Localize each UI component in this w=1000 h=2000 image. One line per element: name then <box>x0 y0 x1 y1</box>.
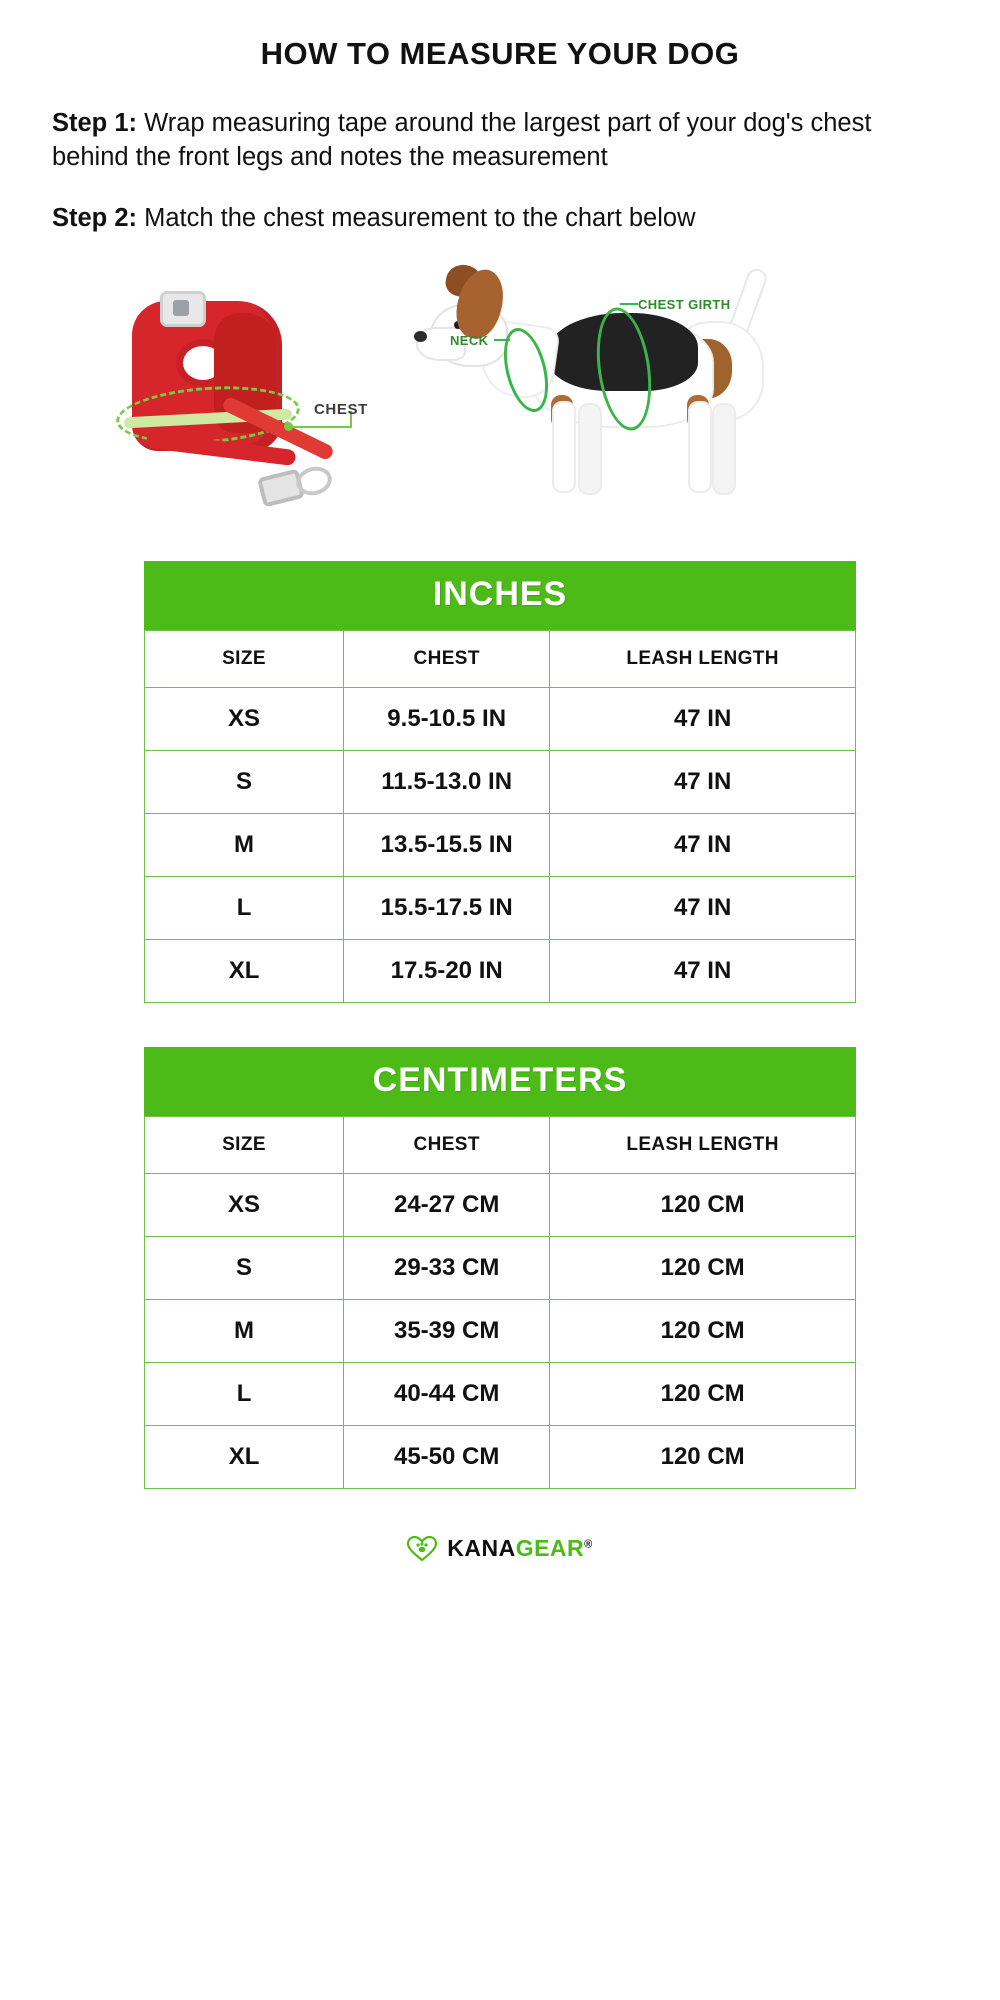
cell-chest: 15.5-17.5 IN <box>344 877 550 940</box>
cell-chest: 24-27 CM <box>344 1174 550 1237</box>
cell-leash: 47 IN <box>550 751 856 814</box>
cell-leash: 47 IN <box>550 814 856 877</box>
dog-leg-hind-near <box>688 401 712 493</box>
table-header-row <box>145 631 856 688</box>
table-row <box>145 1300 856 1363</box>
cell-size: S <box>145 751 344 814</box>
page-title: HOW TO MEASURE YOUR DOG <box>260 36 740 71</box>
cell-size: M <box>145 814 344 877</box>
harness-chest-label: CHEST <box>314 401 368 419</box>
cell-size: XL <box>145 1426 344 1489</box>
table-header-row <box>145 1117 856 1174</box>
table-row <box>145 688 856 751</box>
step-1 <box>52 106 948 175</box>
cell-size: L <box>145 1363 344 1426</box>
centimeters-table-block <box>144 1047 856 1489</box>
cell-size: XL <box>145 940 344 1003</box>
cell-chest: 13.5-15.5 IN <box>344 814 550 877</box>
table-row <box>145 1174 856 1237</box>
cell-chest: 45-50 CM <box>344 1426 550 1489</box>
brand-first: KANA <box>447 1535 516 1562</box>
neck-arrow-icon <box>494 339 510 341</box>
footer-logo <box>0 1535 1000 1562</box>
dog-illustration <box>420 261 840 551</box>
cell-leash: 120 CM <box>550 1174 856 1237</box>
inches-table-heading: INCHES <box>144 561 856 630</box>
dog-leg-front-near <box>552 401 576 493</box>
cell-chest: 17.5-20 IN <box>344 940 550 1003</box>
column-header-size: SIZE <box>145 631 344 688</box>
cell-chest: 29-33 CM <box>344 1237 550 1300</box>
brand-second: GEAR <box>515 1535 585 1562</box>
table-row <box>145 751 856 814</box>
cell-size: XS <box>145 688 344 751</box>
harness-illustration <box>110 291 400 541</box>
table-row <box>145 877 856 940</box>
cell-size: L <box>145 877 344 940</box>
cell-leash: 47 IN <box>550 688 856 751</box>
cell-chest: 9.5-10.5 IN <box>344 688 550 751</box>
dog-leg-hind-far <box>712 403 736 495</box>
steps-section <box>52 106 948 235</box>
step-1-label: Step 1: <box>52 109 138 137</box>
cell-size: S <box>145 1237 344 1300</box>
cell-size: XS <box>145 1174 344 1237</box>
illustrations-section <box>0 261 1000 561</box>
cell-chest: 40-44 CM <box>344 1363 550 1426</box>
harness-tag-icon <box>160 291 206 327</box>
column-header-leash: LEASH LENGTH <box>550 1117 856 1174</box>
inches-table <box>144 630 856 1003</box>
table-row <box>145 1237 856 1300</box>
cell-leash: 47 IN <box>550 940 856 1003</box>
column-header-size: SIZE <box>145 1117 344 1174</box>
table-row <box>145 940 856 1003</box>
heart-paw-icon <box>407 1536 437 1562</box>
chest-girth-arrow-icon <box>620 303 638 305</box>
cell-chest: 35-39 CM <box>344 1300 550 1363</box>
brand-wordmark <box>447 1535 593 1562</box>
chest-girth-label: CHEST GIRTH <box>638 297 731 313</box>
table-row <box>145 814 856 877</box>
centimeters-table <box>144 1116 856 1489</box>
neck-label: NECK <box>450 333 489 349</box>
centimeters-table-heading: CENTIMETERS <box>144 1047 856 1116</box>
registered-mark: ® <box>584 1538 593 1551</box>
inches-table-block <box>144 561 856 1003</box>
cell-chest: 11.5-13.0 IN <box>344 751 550 814</box>
step-2-text: Match the chest measurement to the chart below <box>144 203 696 232</box>
column-header-leash: LEASH LENGTH <box>550 631 856 688</box>
harness-callout-line <box>292 426 352 428</box>
step-2 <box>52 201 948 235</box>
step-2-label: Step 2: <box>52 203 138 232</box>
table-row <box>145 1426 856 1489</box>
cell-leash: 120 CM <box>550 1426 856 1489</box>
table-row <box>145 1363 856 1426</box>
cell-leash: 120 CM <box>550 1363 856 1426</box>
cell-leash: 120 CM <box>550 1237 856 1300</box>
cell-leash: 120 CM <box>550 1300 856 1363</box>
cell-leash: 47 IN <box>550 877 856 940</box>
column-header-chest: CHEST <box>344 1117 550 1174</box>
dog-leg-front-far <box>578 403 602 495</box>
step-1-text: Wrap measuring tape around the largest part of your dog's chest behind the front legs and notes the measurement <box>52 109 872 172</box>
cell-size: M <box>145 1300 344 1363</box>
column-header-chest: CHEST <box>344 631 550 688</box>
